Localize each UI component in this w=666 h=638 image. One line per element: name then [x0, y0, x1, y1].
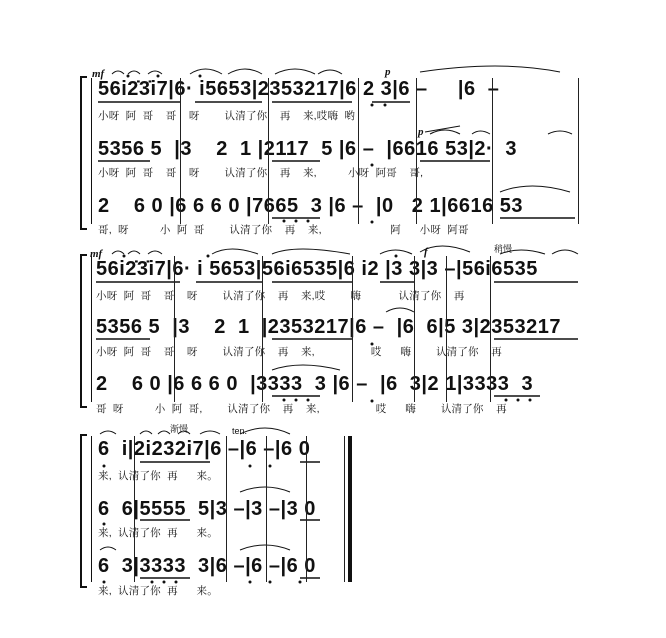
barline [306, 436, 307, 582]
dynamic-mf: mf [90, 248, 103, 260]
barline [226, 436, 227, 582]
slurs-and-ties [0, 420, 666, 600]
notation-row: 6 i|2i232i7|6 –|6 –|6 0 [98, 438, 311, 460]
notation-row: 6 3|3333 3|6 –|6 –|6 0 [98, 555, 316, 577]
barline [358, 78, 359, 224]
barline [416, 78, 417, 224]
barline [266, 436, 267, 582]
notation-row: 5356 5 |3 2 1 |2117 5 |6 – |6616 53|2· 3 [98, 138, 517, 160]
barline [578, 78, 579, 224]
barline [352, 256, 353, 402]
lyrics-row: 小呀 阿 哥 哥 呀 认清了你 再 来,哎嗨 哟 [98, 110, 356, 122]
notation-row: 5356 5 |3 2 1 |2353217|6 – |6 6|5 3|2353217 [96, 316, 561, 338]
notation-row: 6 6|5555 5|3 –|3 –|3 0 [98, 498, 316, 520]
system-3 [0, 420, 666, 600]
barline [262, 256, 263, 402]
lyrics-row: 来, 认清了你 再 来。 [98, 527, 218, 539]
system-1 [0, 60, 666, 235]
barline [174, 256, 175, 402]
barline [492, 78, 493, 224]
tempo-marking: 稍慢 [494, 244, 513, 254]
barline [180, 78, 181, 224]
slurs-and-ties [0, 60, 666, 235]
barline [490, 256, 491, 402]
barline [268, 78, 269, 224]
notation-row: 2 6 0 |6 6 6 0 |7665 3 |6 – |0 2 1|6616 53 [98, 195, 523, 217]
lyrics-row: 来, 认清了你 再 来。 [98, 585, 218, 597]
slurs-and-ties [0, 238, 666, 418]
barline [414, 256, 415, 402]
notation-row: 2 6 0 |6 6 6 0 |3333 3 |6 – |6 3|2 1|3333 3 [96, 373, 534, 395]
lyrics-row: 哥, 呀 小 阿 哥 认清了你 再 来, 阿 小呀 阿哥 [98, 224, 469, 236]
lyrics-row: 来, 认清了你 再 来。 [98, 470, 218, 482]
final-barline-thin [344, 436, 345, 582]
lyrics-row: 小呀 阿 哥 哥 呀 认清了你 再 来, 小呀 阿哥 哥, [98, 167, 424, 179]
dynamic-mf: mf [92, 68, 105, 80]
tenuto-marking: ten. [232, 426, 248, 436]
dynamic-p: p [418, 126, 424, 138]
notation-row: 56i2̇3̇i7|6· i 5653|56i6535|6 i2 |3 3|3 –|56i6535 [96, 258, 538, 280]
system-2 [0, 238, 666, 418]
lyrics-row: 小呀 阿 哥 哥 呀 认清了你 再 来, 哎 嗨 认清了你 再 [96, 346, 502, 358]
barline [446, 256, 447, 402]
dynamic-f: f [424, 246, 428, 258]
tempo-marking: 渐慢 [170, 424, 189, 434]
lyrics-row: 哥 呀 小 阿 哥, 认清了你 再 来, 哎 嗨 认清了你 再 [96, 403, 507, 415]
dynamic-p: p [385, 66, 391, 78]
notation-row: 56i2̇3̇i7|6· i5653|2353217|6 2 3|6 – |6 – [98, 78, 500, 100]
final-barline-thick [348, 436, 352, 582]
lyrics-row: 小呀 阿 哥 哥 呀 认清了你 再 来,哎 嗨 认清了你 再 [96, 290, 465, 302]
barline [134, 436, 135, 582]
